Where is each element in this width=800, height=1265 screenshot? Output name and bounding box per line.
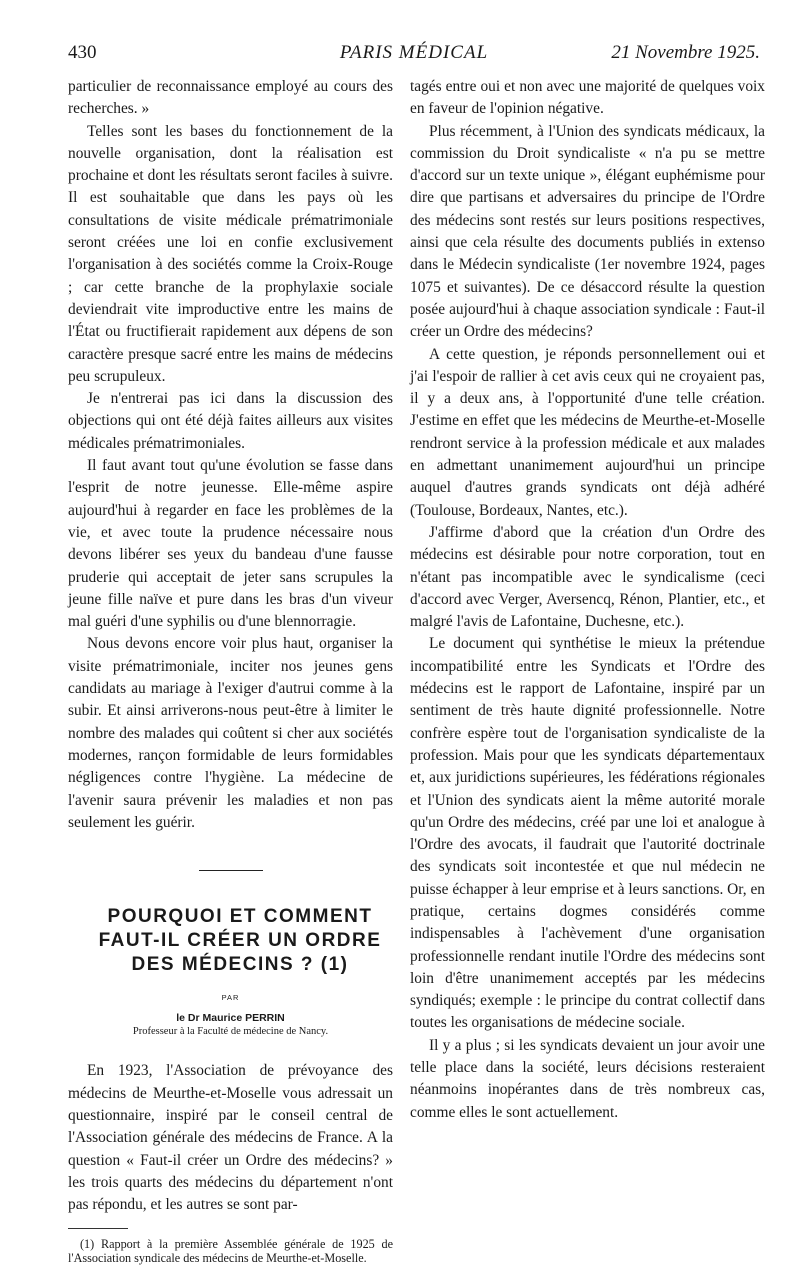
- paragraph: Je n'entrerai pas ici dans la discussion des objections qui ont été déjà faites ailleurs aux visites médicales prématrimoniales.: [68, 390, 393, 452]
- issue-date: 21 Novembre 1925.: [611, 42, 760, 63]
- article-intro: En 1923, l'Association de prévoyance des médecins de Meurthe-et-Moselle vous adressait un questionnaire, inspiré par le conseil central de l'Association générale des médecins de France. A la question « Faut-il créer un Ordre des médecins? » les trois quarts des médecins du département n'ont pas répondu, et les autres se sont par-: [68, 1062, 393, 1214]
- article-title-line: FAUT-IL CRÉER UN ORDRE: [98, 930, 382, 952]
- paragraph: Le document qui synthétise le mieux la prétendue incompatibilité entre les Syndicats et l'Ordre des médecins est le rapport de Lafontaine, inspiré par un sentiment de très haute dignité professionnelle. Notre confrère espère tout de l'organisation syndicaliste de la profession. Mais pour que les syndicats départementaux et, aux juridictions supérieures, les fédérations régionales et l'Union des syndicats aient la même autorité morale qu'un Ordre des médecins, créé par une loi et analogue à l'Ordre des avocats, il faudrait que l'autorité doctrinale des syndicats soit incontestée et que nul médecin ne puisse échapper à leur emprise et à leurs sanctions. Or, en pratique, certains dogmes considérés comme indispensables à l'achèvement d'une organisation professionnelle rendant inutile l'Ordre des médecins sont loin d'être unanimement acceptés par les médecins syndiqués; exemple : le principe du contrat collectif dans toutes les organisations de médecine sociale.: [410, 635, 765, 1032]
- page-header: [68, 42, 760, 72]
- author-affiliation: Professeur à la Faculté de médecine de Nancy.: [132, 1026, 329, 1038]
- paragraph: Nous devons encore voir plus haut, organiser la visite prématrimoniale, inciter nos jeunes gens candidats au mariage à l'exiger d'autrui comme à la subir. Et ainsi arriverons-nous peut-être à limiter le nombre des malades qui coûtent si cher aux sociétés modernes, rançon formidable de leurs formidables négligences contre l'hygiène. La médecine de l'avenir saura prévenir les maladies et non pas seulement les guérir.: [68, 635, 393, 831]
- left-column: [68, 76, 393, 1265]
- article-title-line: POURQUOI ET COMMENT: [107, 906, 373, 928]
- paragraph: Il faut avant tout qu'une évolution se fasse dans l'esprit de notre jeunesse. Elle-même aspire aujourd'hui à regarder en face les problèmes de la vie, et avec toute la prudence nécessaire nous devons libérer ses yeux du bandeau d'une fausse pruderie qui acceptait de jeter sans scrupules la jeune fille naïve et pure dans les bras d'un viveur mal guéri d'une syphilis ou d'une blennorragie.: [68, 457, 393, 631]
- page-number: 430: [68, 42, 97, 63]
- paragraph: tagés entre oui et non avec une majorité de quelques voix en faveur de l'opinion négative.: [410, 78, 765, 118]
- article-title: [68, 905, 393, 977]
- footnote-rule: [68, 1228, 128, 1229]
- byline-par: PAR: [221, 993, 240, 1003]
- section-divider: [199, 870, 263, 871]
- footnote: (1) Rapport à la première Assemblée générale de 1925 de l'Association syndicale des médecins de Meurthe-et-Moselle.: [68, 1237, 393, 1265]
- article-title-line: DES MÉDECINS ? (1): [131, 954, 349, 976]
- paragraph: A cette question, je réponds personnellement oui et j'ai l'espoir de rallier à cet avis ceux qui ne croyaient pas, il y a deux ans, à l'opportunité d'une telle création. J'estime en effet que les médecins de Meurthe-et-Moselle rendront service à la profession médicale et aux malades en admettant unanimement aujourd'hui un principe auquel d'autres grands syndicats ont déjà adhéré (Toulouse, Bordeaux, Nantes, etc.).: [410, 345, 765, 519]
- author-name: le Dr Maurice PERRIN: [176, 1012, 285, 1025]
- paragraph: Telles sont les bases du fonctionnement de la nouvelle organisation, dont la réalisation est prochaine et dont les résultats seront faciles à suivre. Il est souhaitable que dans les pays où les consultations de visite médicale prématrimoniale seront créées une loi en confie exclusivement l'organisation à des sociétés comme la Croix-Rouge ; car cette branche de la prophylaxie sociale deviendrait vite improductive entre les mains de l'État ou fructifierait rapidement aux dépens de son caractère presque sacré entre les mains de médecins peu scrupuleux.: [68, 122, 393, 385]
- paragraph: Il y a plus ; si les syndicats devaient un jour avoir une telle place dans la société, leurs décisions resteraient néanmoins inopérantes dans de très nombreux cas, comme elles le sont actuellement.: [410, 1036, 765, 1121]
- paragraph: Plus récemment, à l'Union des syndicats médicaux, la commission du Droit syndicaliste « n'a pu se mettre d'accord sur un texte unique », élégant euphémisme pour dire que partisans et adversaires du principe de l'Ordre des médecins sont restés sur leurs positions respectives, ainsi que cela résulte des documents publiés in extenso dans le Médecin syndicaliste (1er novembre 1924, pages 1075 et suivantes). De ce désaccord résulte la question posée aujourd'hui à chaque association syndicale : Faut-il créer un Ordre des médecins?: [410, 122, 765, 341]
- right-column: [410, 76, 765, 1124]
- paragraph: particulier de reconnaissance employé au cours des recherches. »: [68, 78, 393, 118]
- paragraph: J'affirme d'abord que la création d'un Ordre des médecins est désirable pour notre corporation, tout en n'étant pas incompatible avec le syndicalisme (ceci d'accord avec Verger, Aversencq, Rénon, Plantier, etc., et malgré l'avis de Lafontaine, Duchesne, etc.).: [410, 523, 765, 631]
- journal-title: PARIS MÉDICAL: [339, 42, 489, 63]
